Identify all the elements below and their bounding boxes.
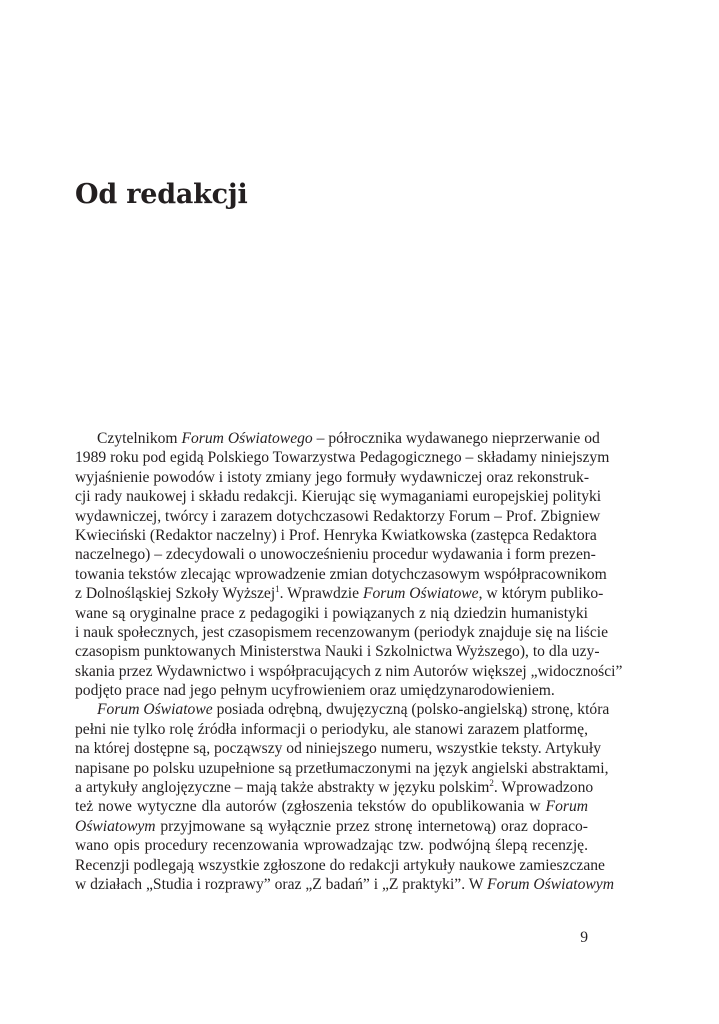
- text-line: podjęto prace nad jego pełnym ucyfrowieniem oraz umiędzynarodowieniem.: [75, 682, 555, 700]
- text-run: . Wprawdzie: [279, 585, 363, 603]
- text-line: [75, 777, 594, 797]
- text-line: czasopism punktowanych Ministerstwa Nauki i Szkolnictwa Wyższego), to dla uzy-: [75, 643, 600, 661]
- text-line: wydawniczej, twórcy i zarazem dotychczasowi Redaktorzy Forum – Prof. Zbigniew: [75, 507, 601, 525]
- footnote-ref[interactable]: 1: [275, 583, 280, 594]
- text-run: w działach „Studia i rozprawy” oraz „Z badań” i „Z praktyki”. W: [75, 875, 488, 893]
- text-run: a artykuły anglojęzyczne – mają także abstrakty w języku polskim: [75, 779, 490, 797]
- text-line: na której dostępne są, począwszy od niniejszego numeru, wszystkie teksty. Artykuły: [75, 740, 602, 758]
- text-line: naczelnego) – zdecydowali o unowocześnieniu procedur wydawania i form prezen-: [75, 546, 596, 564]
- text-line: [75, 583, 604, 603]
- text-run: z Dolnośląskiej Szkoły Wyższej: [75, 585, 276, 603]
- text-run: przyjmowane są wyłącznie przez stronę internetową) oraz dopraco-: [155, 817, 588, 835]
- text-line: [75, 817, 588, 836]
- text-line: i nauk społecznych, jest czasopismem recenzowanym (periodyk znajduje się na liście: [75, 623, 609, 641]
- italic-title: Forum Oświatowe: [97, 701, 213, 719]
- text-line: wyjaśnienie powodów i istoty zmiany jego formuły wydawniczej oraz rekonstruk-: [75, 468, 590, 486]
- text-run: , w którym publiko-: [478, 585, 604, 603]
- text-run: posiada odrębną, dwujęzyczną (polsko-angielską) stronę, która: [212, 701, 610, 719]
- text-line: [75, 429, 600, 448]
- text-run: . Wprowadzono: [493, 779, 594, 797]
- text-line: [75, 797, 588, 816]
- page-number: 9: [580, 929, 588, 946]
- text-line: wane są oryginalne prace z pedagogiki i powiązanych z nią dziedzin humanistyki: [75, 604, 588, 622]
- text-run: też nowe wytyczne dla autorów (zgłoszenia tekstów do opublikowania w: [75, 798, 546, 816]
- text-line: wano opis procedury recenzowania wprowadzając tzw. podwójną ślepą recenzję.: [75, 837, 588, 855]
- text-line: 1989 roku pod egidą Polskiego Towarzystwa Pedagogicznego – składamy niniejszym: [75, 449, 610, 467]
- text-line: skania przez Wydawnictwo i współpracujących z nim Autorów większej „widoczności”: [75, 662, 623, 680]
- text-line: towania tekstów zlecając wprowadzenie zmian dotychczasowym współpracownikom: [75, 565, 607, 583]
- italic-title: Forum Oświatowego: [181, 430, 313, 447]
- italic-title: Forum: [545, 798, 588, 816]
- italic-title: Oświatowym: [75, 817, 156, 835]
- italic-title: Forum Oświatowym: [487, 875, 614, 893]
- text-line: pełni nie tylko rolę źródła informacji o periodyku, ale stanowi zarazem platformę,: [75, 720, 588, 738]
- footnote-ref[interactable]: 2: [489, 777, 494, 788]
- text-line: [75, 700, 610, 719]
- text-line: cji rady naukowej i składu redakcji. Kierując się wymaganiami europejskiej polityki: [75, 488, 602, 506]
- body-text: [75, 429, 623, 894]
- text-run: Czytelnikom: [97, 430, 182, 447]
- text-line: Recenzji podlegają wszystkie zgłoszone do redakcji artykuły naukowe zamieszczane: [75, 856, 605, 874]
- text-line: Kwieciński (Redaktor naczelny) i Prof. Henryka Kwiatkowska (zastępca Redaktora: [75, 526, 597, 544]
- text-line: napisane po polsku uzupełnione są przetłumaczonymi na język angielski abstraktami,: [75, 759, 609, 777]
- italic-title: Forum Oświatowe: [362, 585, 479, 603]
- text-line: [75, 875, 614, 894]
- text-run: – półrocznika wydawanego nieprzerwanie od: [312, 430, 600, 447]
- page-heading: Od redakcji: [75, 179, 248, 210]
